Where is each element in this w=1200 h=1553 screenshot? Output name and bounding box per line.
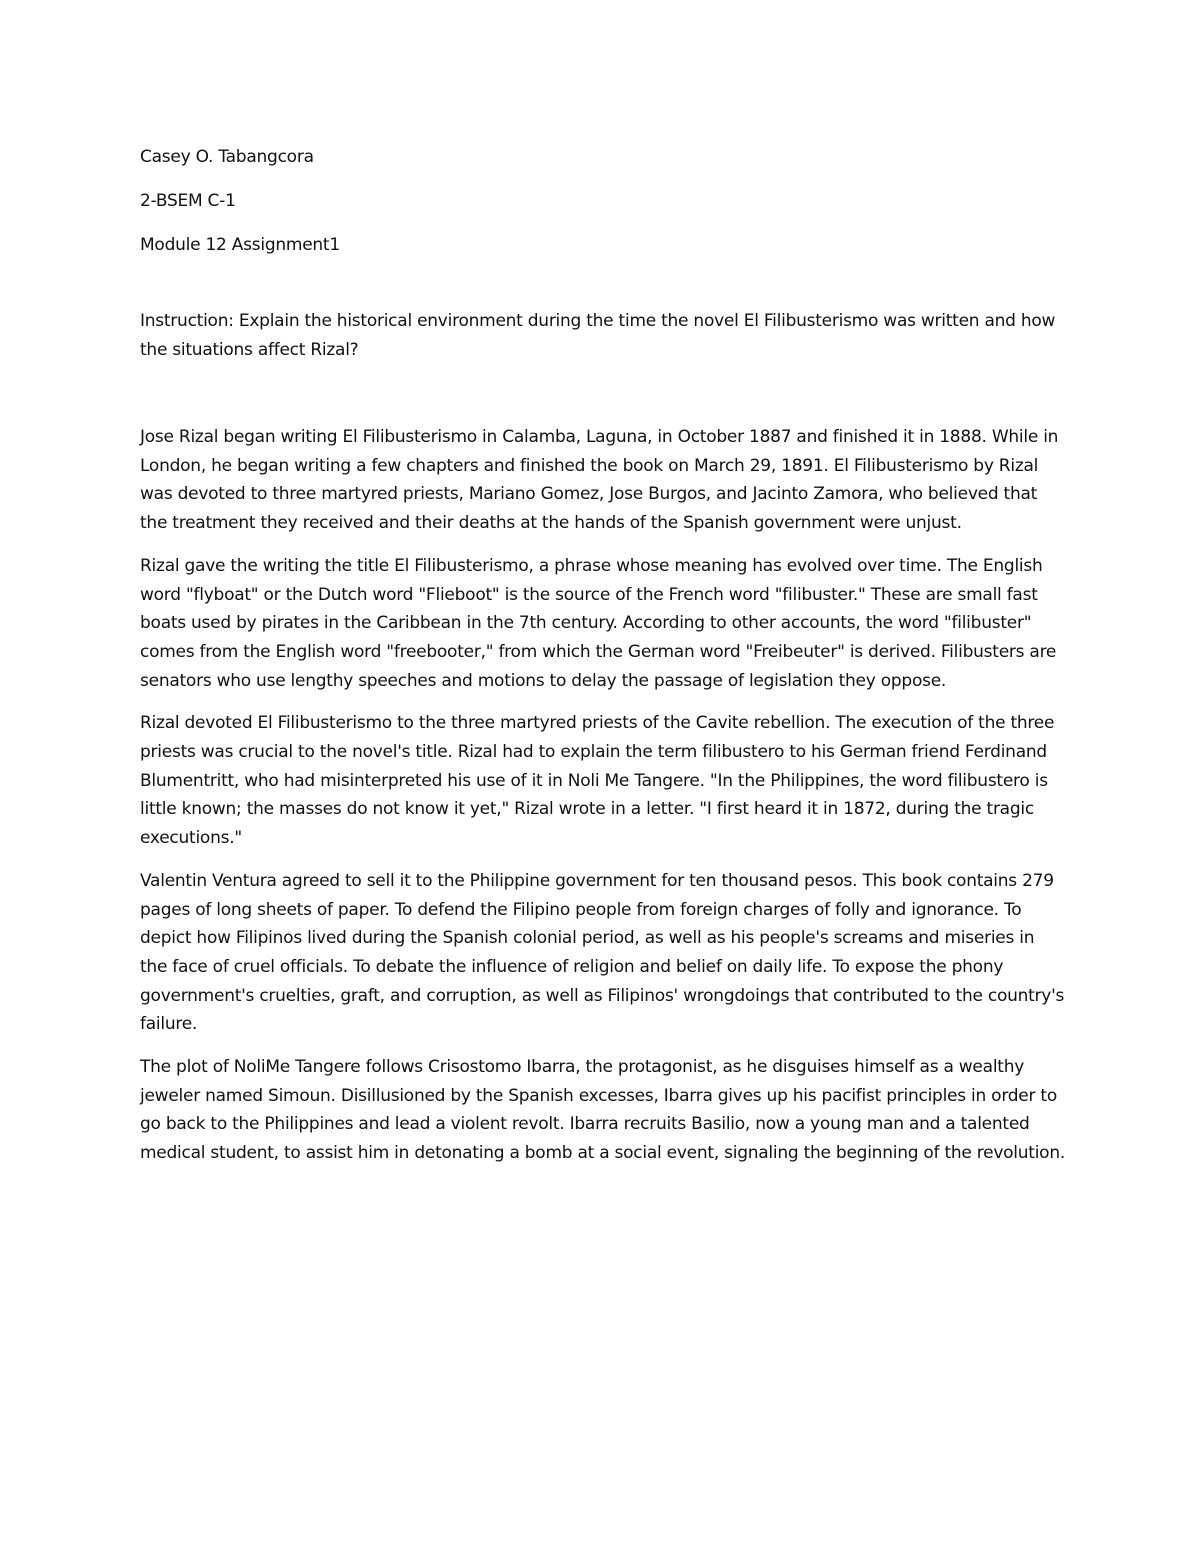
document-content <box>140 143 1065 1182</box>
essay-paragraph-1: Jose Rizal began writing El Filibusterismo in Calamba, Laguna, in October 1887 and finished it in 1888. While in London, he began writing a few chapters and finished the book on March 29, 1891. El Filibusterismo by Rizal was devoted to three martyred priests, Mariano Gomez, Jose Burgos, and Jacinto Zamora, who believed that the treatment they received and their deaths at the hands of the Spanish government were unjust. <box>140 427 1059 534</box>
student-name: Casey O. Tabangcora <box>140 147 314 167</box>
essay-paragraph-3: Rizal devoted El Filibusterismo to the three martyred priests of the Cavite rebellion. The execution of the three priests was crucial to the novel's title. Rizal had to explain the term filibustero to his German friend Ferdinand Blumentritt, who had misinterpreted his use of it in Noli Me Tangere. "In the Philippines, the word filibustero is little known; the masses do not know it yet," Rizal wrote in a letter. "I first heard it in 1872, during the tragic executions." <box>140 713 1055 849</box>
student-section: 2-BSEM C-1 <box>140 191 236 211</box>
essay-body <box>140 423 1065 1168</box>
essay-paragraph-2: Rizal gave the writing the title El Filibusterismo, a phrase whose meaning has evolved over time. The English word "flyboat" or the Dutch word "Flieboot" is the source of the French word "filibuster." These are small fast boats used by pirates in the Caribbean in the 7th century. According to other accounts, the word "filibuster" comes from the English word "freebooter," from which the German word "Freibeuter" is derived. Filibusters are senators who use lengthy speeches and motions to delay the passage of legislation they oppose. <box>140 555 1057 691</box>
essay-paragraph-5: The plot of NoliMe Tangere follows Crisostomo Ibarra, the protagonist, as he disguises himself as a wealthy jeweler named Simoun. Disillusioned by the Spanish excesses, Ibarra gives up his pacifist principles in order to go back to the Philippines and lead a violent revolt. Ibarra recruits Basilio, now a young man and a talented medical student, to assist him in detonating a bomb at a social event, signaling the beginning of the revolution. <box>140 1057 1066 1164</box>
assignment-title: Module 12 Assignment1 <box>140 235 340 255</box>
instruction-text: Instruction: Explain the historical environment during the time the novel El Filibusterismo was written and how the situations affect Rizal? <box>140 311 1056 360</box>
essay-paragraph-4: Valentin Ventura agreed to sell it to the Philippine government for ten thousand pesos. This book contains 279 pages of long sheets of paper. To defend the Filipino people from foreign charges of folly and ignorance. To depict how Filipinos lived during the Spanish colonial period, as well as his people's screams and miseries in the face of cruel officials. To debate the influence of religion and belief on daily life. To expose the phony government's cruelties, graft, and corruption, as well as Filipinos' wrongdoings that contributed to the country's failure. <box>140 870 1065 1035</box>
header-block <box>140 143 1065 259</box>
